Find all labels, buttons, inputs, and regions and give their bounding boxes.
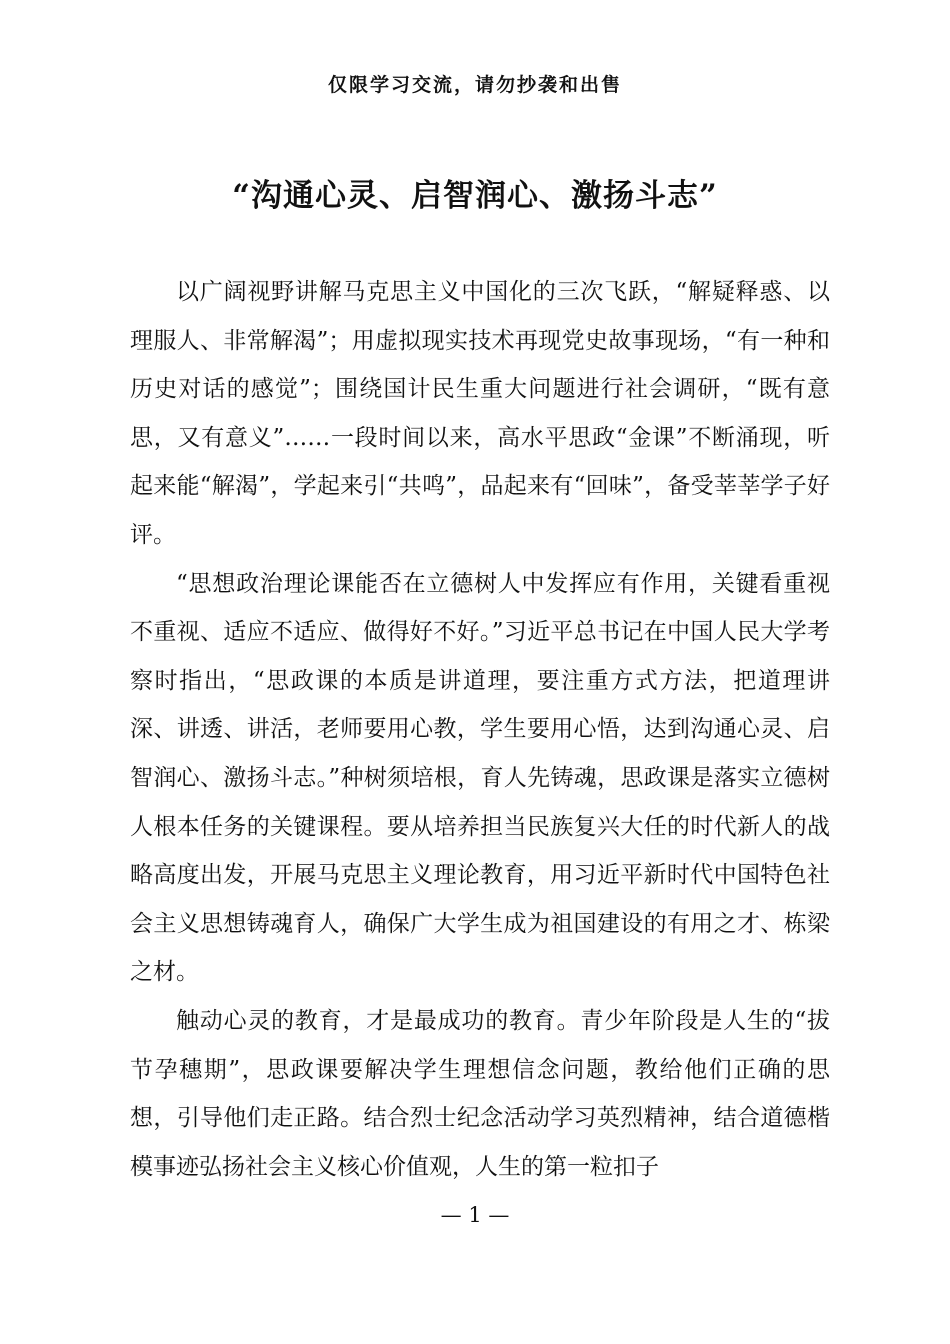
document-title: “沟通心灵、启智润心、激扬斗志” xyxy=(232,178,718,214)
paragraph-1: 以广阔视野讲解马克思主义中国化的三次飞跃，“解疑释惑、以理服人、非常解渴”；用虚拟现实技术再现党史故事现场，“有一种和历史对话的感觉”；围绕国计民生重大问题进行社会调研，“既有意思，又有意义”……一段时间以来，高水平思政“金课”不断涌现，听起来能“解渴”，学起来引“共鸣”，品起来有“回味”，备受莘莘学子好评。 xyxy=(130,279,830,548)
body-text xyxy=(130,268,830,1191)
header-note: 仅限学习交流，请勿抄袭和出售 xyxy=(327,74,622,96)
paragraph-2: “思想政治理论课能否在立德树人中发挥应有作用，关键看重视不重视、适应不适应、做得好不好。”习近平总书记在中国人民大学考察时指出，“思政课的本质是讲道理，要注重方式方法，把道理讲深、讲透、讲活，老师要用心教，学生要用心悟，达到沟通心灵、启智润心、激扬斗志。”种树须培根，育人先铸魂，思政课是落实立德树人根本任务的关键课程。要从培养担当民族复兴大任的时代新人的战略高度出发，开展马克思主义理论教育，用习近平新时代中国特色社会主义思想铸魂育人，确保广大学生成为祖国建设的有用之才、栋梁之材。 xyxy=(130,570,830,986)
page-number: — 1 — xyxy=(440,1203,510,1227)
paragraph-3: 触动心灵的教育，才是最成功的教育。青少年阶段是人生的“拔节孕穗期”，思政课要解决学生理想信念问题，教给他们正确的思想，引导他们走正路。结合烈士纪念活动学习英烈精神，结合道德楷模事迹弘扬社会主义核心价值观，人生的第一粒扣子 xyxy=(130,1007,830,1180)
